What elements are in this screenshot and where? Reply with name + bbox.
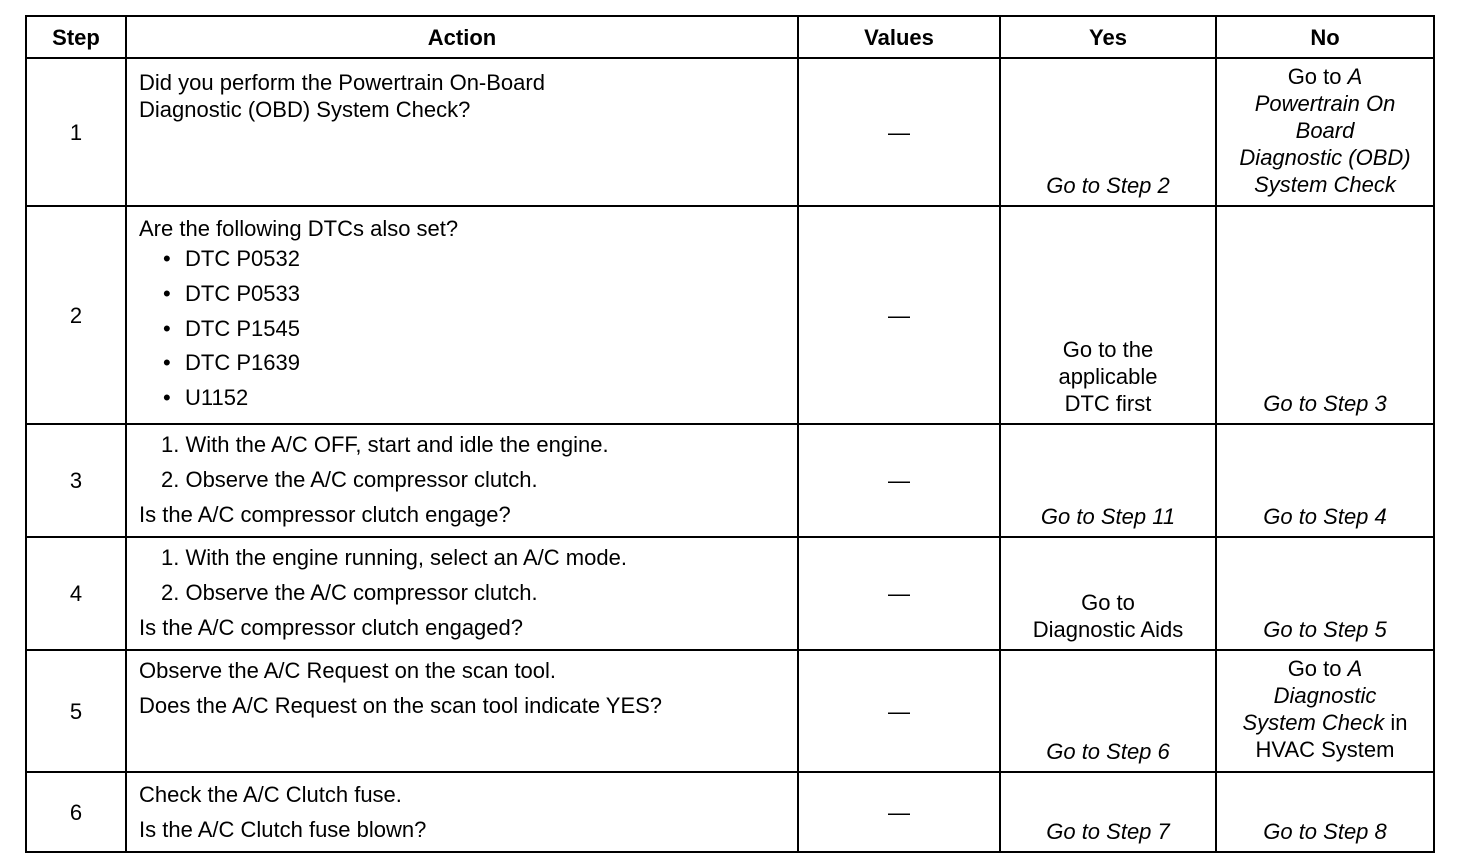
- action-cell: [126, 58, 798, 206]
- values-cell: [798, 424, 1000, 537]
- action-text: Observe the A/C Request on the scan tool.: [139, 658, 557, 683]
- no-cell: [1216, 772, 1434, 852]
- no-link[interactable]: [1223, 655, 1427, 763]
- action-question: Is the A/C compressor clutch engaged?: [139, 615, 523, 640]
- step-number: 1: [26, 58, 126, 206]
- no-cell: [1216, 424, 1434, 537]
- action-question: Is the A/C compressor clutch engage?: [139, 502, 511, 527]
- yes-link[interactable]: [1007, 589, 1209, 643]
- yes-link-text: Go to: [1081, 590, 1135, 615]
- step-number: 5: [26, 650, 126, 772]
- no-link[interactable]: Go to Step 8: [1263, 819, 1387, 844]
- no-link[interactable]: Go to Step 3: [1263, 391, 1387, 416]
- no-cell: [1216, 650, 1434, 772]
- action-cell: [126, 650, 798, 772]
- diagnostic-table: [25, 15, 1435, 853]
- table-row: [26, 537, 1434, 650]
- table-row: [26, 424, 1434, 537]
- action-text: Is the A/C Clutch fuse blown?: [139, 817, 427, 842]
- no-cell: [1216, 537, 1434, 650]
- no-link-text: System Check: [1254, 172, 1396, 197]
- no-cell: [1216, 206, 1434, 424]
- list-item: • DTC P1545: [139, 312, 787, 347]
- no-link[interactable]: [1223, 63, 1427, 198]
- values-text: —: [888, 799, 910, 825]
- yes-link[interactable]: [1007, 336, 1209, 417]
- no-link-text: Board: [1295, 118, 1355, 143]
- yes-link-text: Diagnostic Aids: [1032, 617, 1184, 642]
- values-cell: [798, 650, 1000, 772]
- values-cell: [798, 537, 1000, 650]
- yes-link[interactable]: Go to Step 7: [1046, 819, 1170, 844]
- list-item: • DTC P1639: [139, 346, 787, 381]
- step-number: 4: [26, 537, 126, 650]
- values-text: —: [888, 698, 910, 724]
- yes-cell: [1000, 650, 1216, 772]
- header-no: No: [1216, 16, 1434, 58]
- no-link-text: Go to A: [1287, 656, 1363, 681]
- yes-link-text: DTC first: [1064, 391, 1152, 416]
- list-item: • U1152: [139, 381, 787, 416]
- yes-link-text: Go to the: [1062, 337, 1154, 362]
- yes-link-text: applicable: [1058, 364, 1158, 389]
- table-row: [26, 58, 1434, 206]
- values-text: —: [888, 302, 910, 328]
- step-number: 6: [26, 772, 126, 852]
- no-cell: [1216, 58, 1434, 206]
- values-text: —: [888, 468, 910, 493]
- yes-link[interactable]: Go to Step 2: [1046, 173, 1170, 198]
- step-number: 3: [26, 424, 126, 537]
- no-link-text: HVAC System: [1255, 737, 1395, 762]
- yes-cell: [1000, 58, 1216, 206]
- list-item: 2. Observe the A/C compressor clutch.: [161, 467, 538, 492]
- no-link-text: Go to A: [1287, 64, 1363, 89]
- list-item: 1. With the A/C OFF, start and idle the engine.: [161, 432, 609, 457]
- action-cell: [126, 424, 798, 537]
- action-text: Check the A/C Clutch fuse.: [139, 782, 402, 807]
- no-link-text: Powertrain On: [1254, 91, 1396, 116]
- step-number: 2: [26, 206, 126, 424]
- action-text: Diagnostic (OBD) System Check?: [139, 97, 471, 122]
- header-values: Values: [798, 16, 1000, 58]
- header-action: Action: [126, 16, 798, 58]
- action-text: Did you perform the Powertrain On-Board: [139, 70, 545, 95]
- yes-link[interactable]: Go to Step 6: [1046, 739, 1170, 764]
- action-text: Are the following DTCs also set?: [139, 216, 459, 241]
- list-item: 2. Observe the A/C compressor clutch.: [161, 580, 538, 605]
- list-item: • DTC P0533: [139, 277, 787, 312]
- table-row: [26, 772, 1434, 852]
- yes-cell: [1000, 772, 1216, 852]
- values-text: —: [888, 581, 910, 606]
- no-link-text: System Check in: [1242, 710, 1408, 735]
- action-cell: [126, 206, 798, 424]
- header-row: [26, 16, 1434, 58]
- action-cell: [126, 537, 798, 650]
- values-text: —: [888, 119, 910, 145]
- yes-cell: [1000, 537, 1216, 650]
- action-cell: [126, 772, 798, 852]
- values-cell: [798, 58, 1000, 206]
- table-row: [26, 650, 1434, 772]
- action-text: Does the A/C Request on the scan tool indicate YES?: [139, 693, 663, 718]
- yes-link[interactable]: Go to Step 11: [1040, 504, 1176, 529]
- list-item: 1. With the engine running, select an A/C mode.: [161, 545, 627, 570]
- values-cell: [798, 206, 1000, 424]
- no-link[interactable]: Go to Step 5: [1263, 617, 1387, 642]
- yes-cell: [1000, 424, 1216, 537]
- values-cell: [798, 772, 1000, 852]
- no-link[interactable]: Go to Step 4: [1263, 504, 1387, 529]
- yes-cell: [1000, 206, 1216, 424]
- header-step: Step: [26, 16, 126, 58]
- list-item: • DTC P0532: [139, 242, 787, 277]
- no-link-text: Diagnostic (OBD): [1239, 145, 1411, 170]
- no-link-text: Diagnostic: [1273, 683, 1377, 708]
- header-yes: Yes: [1000, 16, 1216, 58]
- table-row: [26, 206, 1434, 424]
